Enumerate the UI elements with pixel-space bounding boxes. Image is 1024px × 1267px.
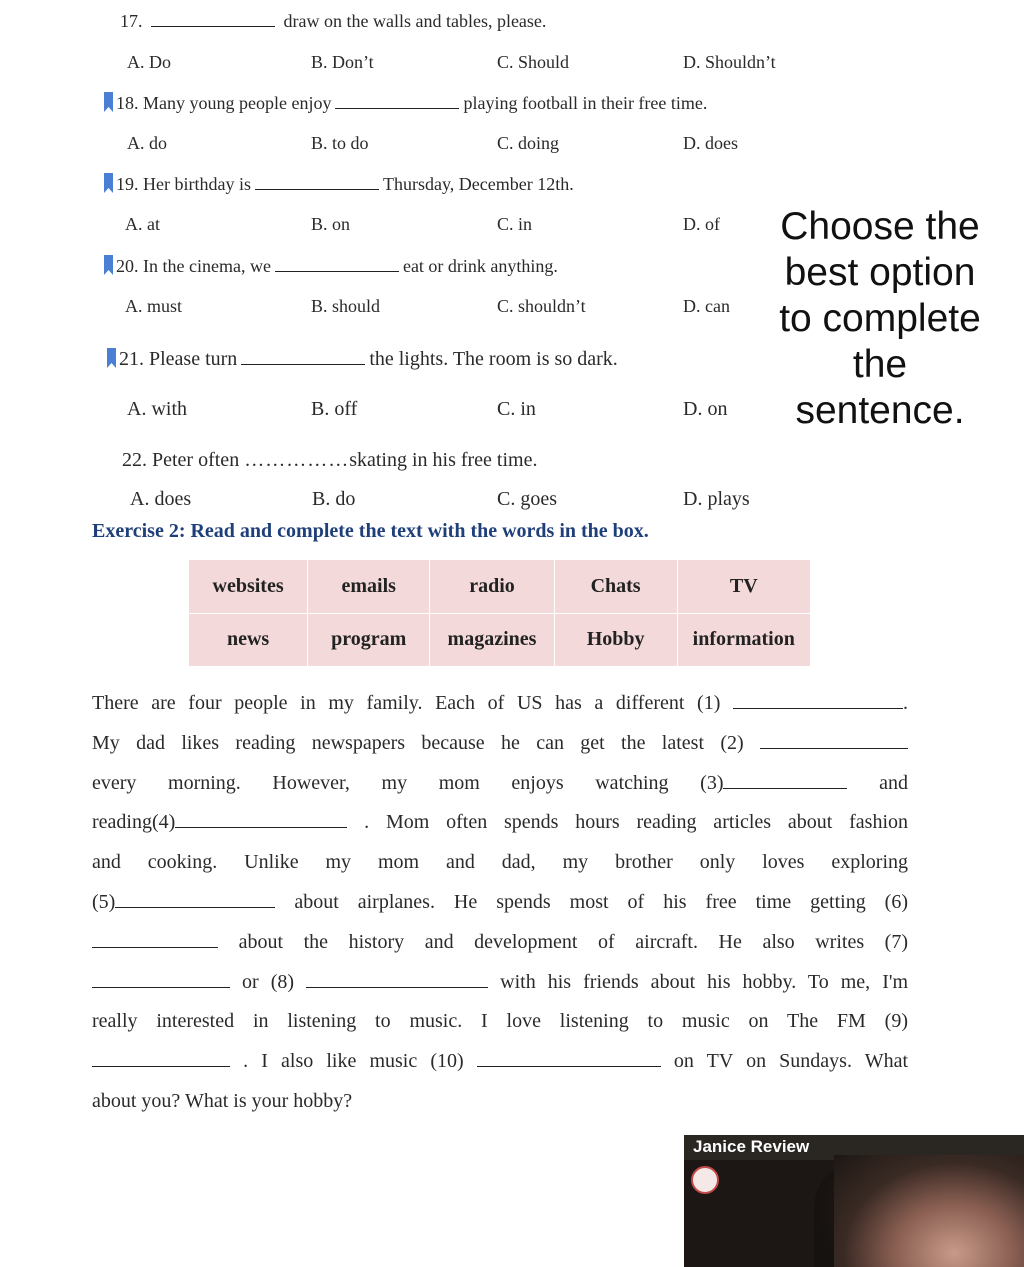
question-22 bbox=[122, 449, 537, 472]
option-19-d[interactable]: D. of bbox=[683, 214, 720, 234]
passage-line: . I also like music (10) on TV on Sundays. What bbox=[92, 1042, 908, 1082]
video-overlay[interactable] bbox=[684, 1135, 1024, 1267]
question-text-after: playing football in their free time. bbox=[463, 93, 708, 113]
question-text-before: Peter often bbox=[152, 449, 240, 471]
option-17-d[interactable]: D. Shouldn’t bbox=[683, 52, 776, 72]
word-box-cell: TV bbox=[677, 560, 810, 613]
option-21-b[interactable]: B. off bbox=[311, 398, 358, 420]
option-18-b[interactable]: B. to do bbox=[311, 133, 369, 153]
question-text-before: Please turn bbox=[149, 348, 238, 370]
word-box-row bbox=[189, 560, 810, 613]
question-17 bbox=[120, 11, 546, 32]
word-box-cell: websites bbox=[189, 560, 308, 613]
option-20-b[interactable]: B. should bbox=[311, 296, 381, 316]
option-20-d[interactable]: D. can bbox=[683, 296, 730, 316]
option-19-a[interactable]: A. at bbox=[125, 214, 160, 234]
word-box-cell: radio bbox=[430, 560, 554, 613]
bookmark-icon bbox=[104, 92, 113, 112]
option-22-b[interactable]: B. do bbox=[312, 488, 356, 510]
video-frame-face bbox=[834, 1155, 1024, 1267]
option-18-c[interactable]: C. doing bbox=[497, 133, 560, 153]
question-text-after: Thursday, December 12th. bbox=[382, 174, 574, 194]
bookmark-icon bbox=[104, 255, 113, 275]
channel-name: Janice Review bbox=[693, 1137, 810, 1156]
option-21-d[interactable]: D. on bbox=[683, 398, 728, 420]
answer-blank bbox=[306, 986, 488, 988]
answer-blank-dots: …………… bbox=[244, 449, 350, 471]
question-number: 21. bbox=[119, 348, 144, 370]
option-19-c[interactable]: C. in bbox=[497, 214, 533, 234]
word-box-cell: Hobby bbox=[554, 613, 677, 666]
answer-blank bbox=[92, 946, 218, 948]
word-box-cell: program bbox=[308, 613, 430, 666]
answer-blank bbox=[335, 107, 459, 109]
word-box-cell: information bbox=[692, 628, 795, 651]
option-22-d[interactable]: D. plays bbox=[683, 488, 750, 510]
answer-blank bbox=[723, 787, 847, 789]
option-22-c[interactable]: C. goes bbox=[497, 488, 557, 510]
question-text-before: Many young people enjoy bbox=[143, 93, 332, 113]
question-number: 20. bbox=[116, 256, 139, 276]
answer-blank bbox=[733, 707, 903, 709]
word-box bbox=[189, 560, 810, 666]
question-text-after: eat or drink anything. bbox=[402, 256, 558, 276]
answer-blank bbox=[115, 906, 275, 908]
question-number: 17. bbox=[120, 11, 143, 31]
question-20 bbox=[104, 255, 558, 277]
option-17-a[interactable]: A. Do bbox=[127, 52, 171, 72]
option-22-a[interactable]: A. does bbox=[130, 488, 192, 510]
option-20-c[interactable]: C. shouldn’t bbox=[497, 296, 586, 316]
question-number: 22. bbox=[122, 449, 147, 471]
option-19-b[interactable]: B. on bbox=[311, 214, 351, 234]
passage-line: or (8) with his friends about his hobby. To me, I'm bbox=[92, 963, 908, 1003]
question-19 bbox=[104, 173, 574, 195]
passage-line: There are four people in my family. Each of US has a different (1) . bbox=[92, 692, 908, 714]
answer-blank bbox=[92, 986, 230, 988]
passage-line: every morning. However, my mom enjoys watching (3) and bbox=[92, 771, 908, 794]
word-box-row bbox=[189, 613, 810, 666]
question-text-after: draw on the walls and tables, please. bbox=[283, 11, 547, 31]
channel-logo-icon bbox=[691, 1166, 719, 1194]
passage-line: about the history and development of aircraft. He also writes (7) bbox=[92, 923, 908, 963]
question-text-before: Her birthday is bbox=[143, 174, 251, 194]
answer-blank bbox=[760, 747, 908, 749]
option-21-a[interactable]: A. with bbox=[127, 398, 187, 420]
passage-line: about you? What is your hobby? bbox=[92, 1089, 353, 1112]
word-box-cell: magazines bbox=[430, 613, 554, 666]
question-number: 19. bbox=[116, 174, 139, 194]
option-18-d[interactable]: D. does bbox=[683, 133, 738, 153]
option-17-c[interactable]: C. Should bbox=[497, 52, 570, 72]
passage-line: My dad likes reading newspapers because he can get the latest (2) bbox=[92, 724, 908, 764]
answer-blank bbox=[255, 188, 379, 190]
passage-line: really interested in listening to music. I love listening to music on The FM (9) bbox=[92, 1010, 908, 1033]
passage-line: (5) about airplanes. He spends most of his free time getting (6) bbox=[92, 890, 908, 913]
word-box-cell: emails bbox=[308, 560, 430, 613]
passage-line: reading(4) . Mom often spends hours reading articles about fashion bbox=[92, 811, 908, 834]
answer-blank bbox=[477, 1065, 661, 1067]
reading-passage bbox=[92, 684, 908, 1122]
word-box-cell: Chats bbox=[554, 560, 677, 613]
word-box-cell: news bbox=[189, 613, 308, 666]
option-20-a[interactable]: A. must bbox=[125, 296, 183, 316]
option-17-b[interactable]: B. Don’t bbox=[311, 52, 374, 72]
instruction-note: Choose the best option to complete the sentence. bbox=[779, 205, 981, 432]
passage-line: and cooking. Unlike my mom and dad, my brother only loves exploring bbox=[92, 851, 908, 874]
answer-blank bbox=[241, 363, 365, 365]
answer-blank bbox=[151, 25, 275, 27]
question-text-after: the lights. The room is so dark. bbox=[369, 348, 618, 370]
question-18 bbox=[104, 92, 707, 114]
answer-blank bbox=[92, 1065, 230, 1067]
question-21 bbox=[107, 348, 618, 371]
bookmark-icon bbox=[107, 348, 116, 368]
question-number: 18. bbox=[116, 93, 139, 113]
exercise-title: Exercise 2: Read and complete the text with the words in the box. bbox=[92, 520, 649, 542]
question-text-after: skating in his free time. bbox=[349, 449, 538, 471]
option-18-a[interactable]: A. do bbox=[127, 133, 167, 153]
bookmark-icon bbox=[104, 173, 113, 193]
option-21-c[interactable]: C. in bbox=[497, 398, 536, 420]
answer-blank bbox=[275, 270, 399, 272]
question-text-before: In the cinema, we bbox=[143, 256, 271, 276]
answer-blank bbox=[175, 826, 347, 828]
